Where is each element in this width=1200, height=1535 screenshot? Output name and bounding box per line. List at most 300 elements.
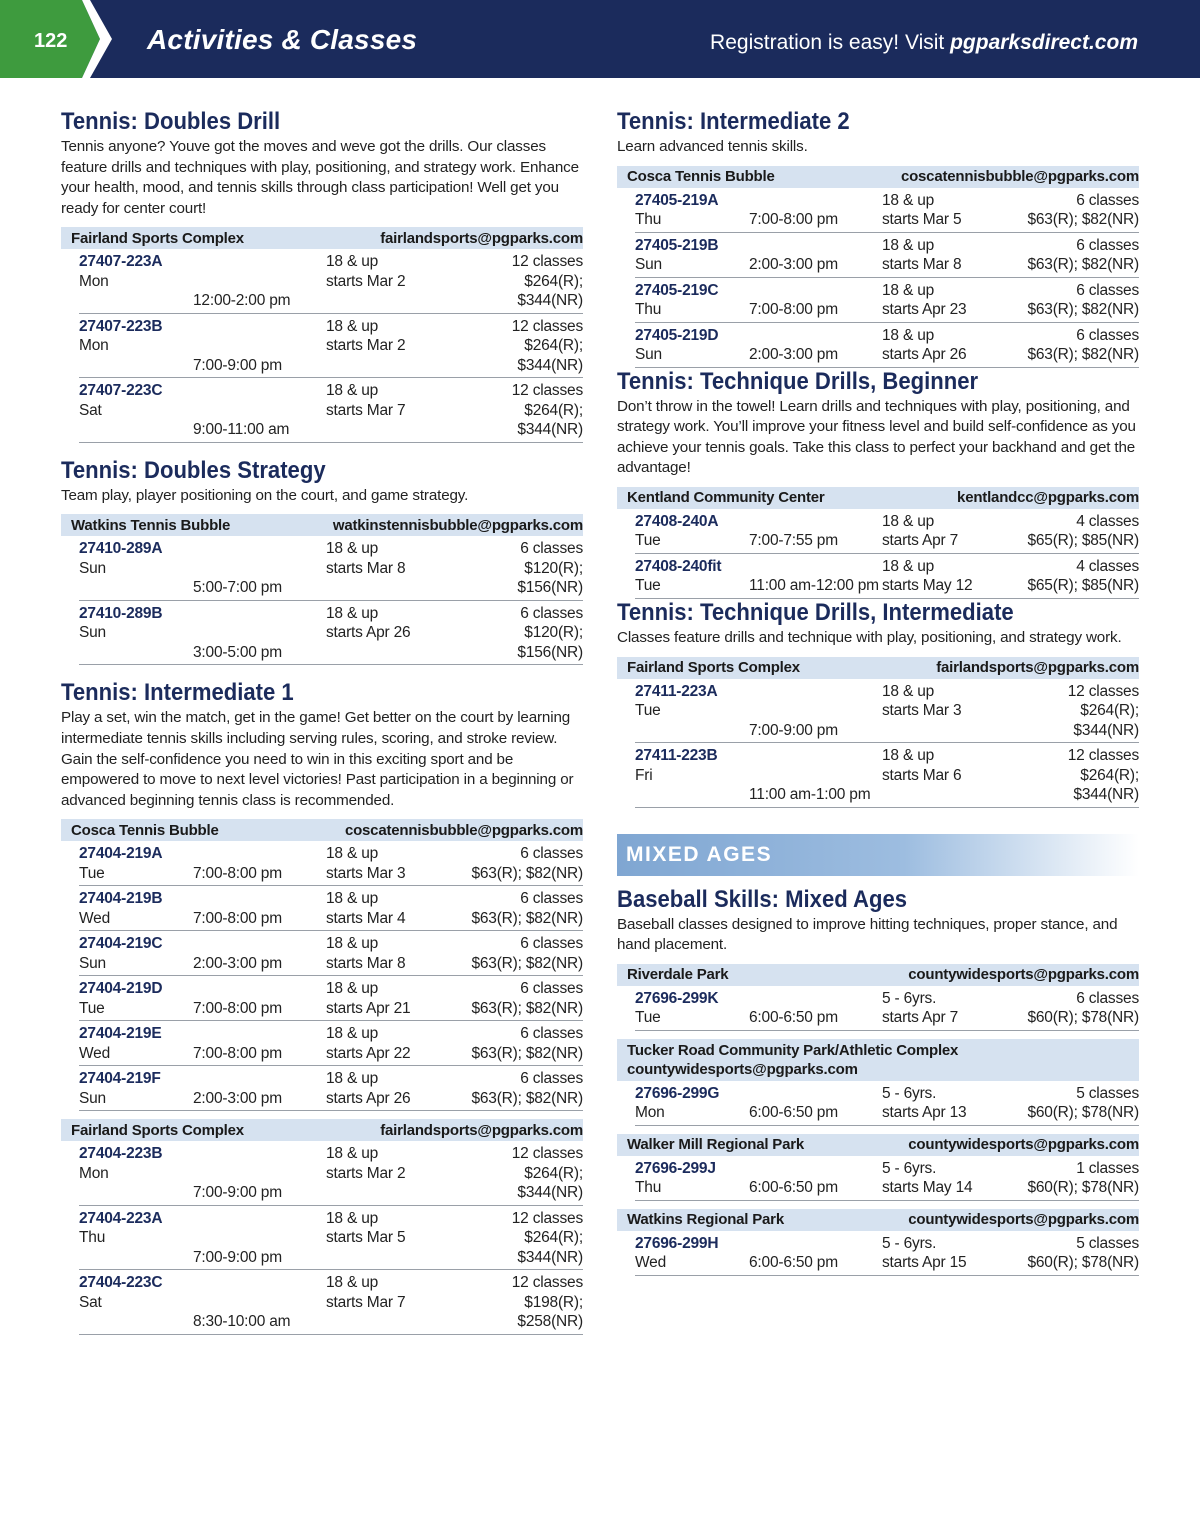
course-code: 27404-219A <box>79 845 163 863</box>
session-list <box>79 536 583 665</box>
session-time: 12:00-2:00 pm <box>193 292 291 310</box>
session-day: Sat <box>79 1293 102 1311</box>
session-row <box>635 743 1139 808</box>
session-age-start <box>882 1084 1023 1123</box>
session-code-day <box>635 557 749 596</box>
session-classes-fee <box>467 252 583 311</box>
tagline-text: Registration is easy! Visit <box>710 31 951 54</box>
session-day: Sun <box>79 559 106 577</box>
location-bar <box>617 1209 1139 1231</box>
age-range: 18 & up <box>882 191 935 209</box>
age-range: 18 & up <box>882 557 935 575</box>
session-day: Sat <box>79 401 102 419</box>
session-classes-fee <box>467 1069 583 1108</box>
start-date: starts Mar 7 <box>326 401 406 419</box>
fee: $63(R); $82(NR) <box>1027 256 1139 274</box>
session-classes-fee <box>1023 1234 1139 1273</box>
session-time: 5:00-7:00 pm <box>193 579 282 597</box>
session-day: Sun <box>79 1089 106 1107</box>
session-list <box>635 1231 1139 1276</box>
course-title: Baseball Skills: Mixed Ages <box>617 885 908 913</box>
location-bar <box>61 1119 583 1141</box>
session-classes-fee <box>1023 1159 1139 1198</box>
session-list <box>635 1081 1139 1126</box>
session-age-start <box>326 1209 467 1268</box>
session-classes-fee <box>467 844 583 883</box>
session-age-start <box>882 191 1023 230</box>
fee: $63(R); $82(NR) <box>471 909 583 927</box>
session-row <box>635 554 1139 599</box>
course-code: 27404-223A <box>79 1209 163 1227</box>
course-code: 27696-299G <box>635 1084 720 1102</box>
left-column <box>61 108 583 1335</box>
location-name: Cosca Tennis Bubble <box>71 821 219 839</box>
fee: $63(R); $82(NR) <box>471 1044 583 1062</box>
location-name: Fairland Sports Complex <box>627 659 800 677</box>
location-bar <box>617 1039 1139 1081</box>
session-classes-fee <box>467 604 583 663</box>
class-count: 4 classes <box>1076 557 1139 575</box>
age-range: 5 - 6yrs. <box>882 1084 937 1102</box>
class-count: 12 classes <box>511 1274 583 1292</box>
course-description: Play a set, win the match, get in the game! Get better on the court by learning intermediate tennis skills including serving rules, scoring, and stroke review. Gain the self-confidence you need to win in this exciting sport and be empowered to move to next level victories! Past participation in a beginning or advanced beginning tennis class is recommended. <box>61 709 574 809</box>
age-range: 18 & up <box>882 512 935 530</box>
session-classes-fee <box>467 1144 583 1203</box>
age-range: 18 & up <box>882 747 935 765</box>
session-code-day <box>79 889 193 928</box>
course-block <box>61 457 583 666</box>
session-row <box>635 323 1139 368</box>
location-email-link[interactable]: countywidesports@pgparks.com <box>627 1060 858 1078</box>
class-count: 6 classes <box>520 890 583 908</box>
age-range: 18 & up <box>882 682 935 700</box>
class-count: 12 classes <box>511 1145 583 1163</box>
session-time: 7:00-8:00 pm <box>193 1044 282 1062</box>
course-code: 27404-219C <box>79 935 163 953</box>
session-age-start <box>326 979 467 1018</box>
location-email-link[interactable]: countywidesports@pgparks.com <box>908 1136 1139 1154</box>
course-block <box>617 108 1139 368</box>
course-block <box>61 679 583 1334</box>
location-bar <box>61 819 583 841</box>
age-range: 18 & up <box>326 604 379 622</box>
course-description: Baseball classes designed to improve hitting techniques, proper stance, and hand placement. <box>617 915 1118 954</box>
age-range: 18 & up <box>326 1070 379 1088</box>
session-row <box>79 378 583 443</box>
session-code-day <box>635 989 749 1028</box>
class-count: 6 classes <box>1076 236 1139 254</box>
session-time: 11:00 am-1:00 pm <box>749 786 871 804</box>
course-description: Classes feature drills and technique with play, positioning, and strategy work. <box>617 628 1122 646</box>
fee: $264(R); $344(NR) <box>517 337 583 374</box>
course-code: 27410-289B <box>79 604 163 622</box>
course-description: Don’t throw in the towel! Learn drills and techniques with play, positioning, and strategy work. You’ll improve your fitness level and build self-confidence as you achieve your tennis goals. Take this class to perfect your backhand and get the advantage! <box>617 397 1136 477</box>
fee: $60(R); $78(NR) <box>1027 1254 1139 1272</box>
course-title: Tennis: Intermediate 1 <box>61 679 294 707</box>
session-time: 7:00-8:00 pm <box>193 864 282 882</box>
age-range: 5 - 6yrs. <box>882 1234 937 1252</box>
start-date: starts Mar 8 <box>882 256 962 274</box>
course-code: 27404-223B <box>79 1145 163 1163</box>
course-code: 27404-223C <box>79 1274 163 1292</box>
session-row <box>79 1066 583 1111</box>
class-count: 12 classes <box>1067 747 1139 765</box>
session-time: 7:00-8:00 pm <box>193 999 282 1017</box>
start-date: starts Apr 7 <box>882 1009 958 1027</box>
session-code-day <box>635 236 749 275</box>
session-age-start <box>882 281 1023 320</box>
session-day: Mon <box>79 337 109 355</box>
location-email-link[interactable]: coscatennisbubble@pgparks.com <box>344 821 583 839</box>
session-day: Thu <box>635 1179 662 1197</box>
location-name: Fairland Sports Complex <box>71 229 244 247</box>
section-title: Activities & Classes <box>147 24 418 55</box>
session-row <box>635 1231 1139 1276</box>
start-date: starts Apr 26 <box>326 1089 411 1107</box>
fee: $60(R); $78(NR) <box>1027 1104 1139 1122</box>
location-bar <box>617 487 1139 509</box>
session-row <box>635 278 1139 323</box>
session-classes-fee <box>1023 281 1139 320</box>
session-code-day <box>635 1159 749 1198</box>
class-count: 12 classes <box>511 253 583 271</box>
session-code-day <box>79 934 193 973</box>
fee: $264(R); $344(NR) <box>517 1164 583 1202</box>
start-date: starts Mar 3 <box>326 864 406 882</box>
age-range: 18 & up <box>882 281 935 299</box>
session-age-start <box>326 1069 467 1108</box>
session-age-start <box>882 746 1023 805</box>
location-bar <box>617 1134 1139 1156</box>
class-count: 4 classes <box>1076 512 1139 530</box>
session-code-day <box>635 512 749 551</box>
course-code: 27407-223B <box>79 317 163 335</box>
session-age-start <box>882 682 1023 741</box>
session-time: 2:00-3:00 pm <box>749 346 838 364</box>
location-bar <box>617 166 1139 188</box>
session-day: Sun <box>635 346 662 364</box>
session-time: 6:00-6:50 pm <box>749 1104 838 1122</box>
class-count: 6 classes <box>1076 326 1139 344</box>
session-time: 7:00-8:00 pm <box>193 909 282 927</box>
session-row <box>79 314 583 379</box>
session-time: 7:00-9:00 pm <box>193 356 282 374</box>
session-classes-fee <box>1023 557 1139 596</box>
page-header <box>0 0 1200 78</box>
session-age-start <box>326 252 467 311</box>
location-email-link[interactable]: fairlandsports@pgparks.com <box>936 659 1139 677</box>
start-date: starts Apr 13 <box>882 1104 967 1122</box>
location-bar <box>617 964 1139 986</box>
tagline-site-link[interactable]: pgparksdirect.com <box>950 31 1138 54</box>
age-range: 18 & up <box>326 317 379 335</box>
location-name: Fairland Sports Complex <box>71 1121 244 1139</box>
right-column <box>617 108 1139 1276</box>
session-time: 7:00-8:00 pm <box>749 301 838 319</box>
session-row <box>79 841 583 886</box>
location-bar <box>61 514 583 536</box>
fee: $65(R); $85(NR) <box>1027 532 1139 550</box>
start-date: starts Mar 2 <box>326 337 406 355</box>
session-row <box>79 976 583 1021</box>
session-row <box>635 679 1139 744</box>
session-list <box>79 1141 583 1335</box>
session-classes-fee <box>1023 191 1139 230</box>
session-classes-fee <box>1023 682 1139 741</box>
session-age-start <box>326 604 467 663</box>
session-code-day <box>635 1234 749 1273</box>
session-list <box>79 249 583 443</box>
class-count: 6 classes <box>520 980 583 998</box>
session-day: Tue <box>635 577 661 595</box>
course-code: 27405-219D <box>635 326 719 344</box>
start-date: starts Mar 5 <box>882 211 962 229</box>
session-code-day <box>635 682 749 741</box>
session-row <box>79 1141 583 1206</box>
session-code-day <box>79 604 193 663</box>
fee: $63(R); $82(NR) <box>471 864 583 882</box>
course-code: 27408-240fit <box>635 557 722 575</box>
age-range: 18 & up <box>326 980 379 998</box>
location-email-link[interactable]: kentlandcc@pgparks.com <box>957 489 1139 507</box>
session-time: 6:00-6:50 pm <box>749 1009 838 1027</box>
start-date: starts Mar 7 <box>326 1293 406 1311</box>
course-code: 27404-219D <box>79 980 163 998</box>
course-title: Tennis: Technique Drills, Intermediate <box>617 598 1014 626</box>
session-age-start <box>326 1024 467 1063</box>
class-count: 6 classes <box>1076 281 1139 299</box>
session-day: Tue <box>635 532 661 550</box>
course-code: 27696-299K <box>635 989 719 1007</box>
session-time: 6:00-6:50 pm <box>749 1254 838 1272</box>
location-email-link[interactable]: watkinstennisbubble@pgparks.com <box>332 516 583 534</box>
session-time: 11:00 am-12:00 pm <box>749 577 879 595</box>
fee: $264(R); $344(NR) <box>517 1229 583 1266</box>
class-count: 6 classes <box>1076 989 1139 1007</box>
session-row <box>635 1081 1139 1126</box>
session-classes-fee <box>467 979 583 1018</box>
course-code: 27404-219F <box>79 1070 161 1088</box>
fee: $60(R); $78(NR) <box>1027 1179 1139 1197</box>
session-day: Thu <box>635 211 662 229</box>
fee: $63(R); $82(NR) <box>471 954 583 972</box>
session-classes-fee <box>467 539 583 598</box>
session-row <box>79 536 583 601</box>
class-count: 6 classes <box>520 1070 583 1088</box>
location-email-link[interactable]: coscatennisbubble@pgparks.com <box>900 168 1139 186</box>
location-email-link[interactable]: countywidesports@pgparks.com <box>908 966 1139 984</box>
session-time: 7:00-7:55 pm <box>749 532 838 550</box>
session-time: 7:00-9:00 pm <box>193 1248 282 1266</box>
fee: $63(R); $82(NR) <box>471 999 583 1017</box>
session-time: 9:00-11:00 am <box>193 421 290 439</box>
start-date: starts Mar 8 <box>326 954 406 972</box>
age-range: 5 - 6yrs. <box>882 989 937 1007</box>
start-date: starts Mar 4 <box>326 909 406 927</box>
course-block <box>617 368 1139 599</box>
session-code-day <box>79 979 193 1018</box>
session-time: 2:00-3:00 pm <box>193 954 282 972</box>
age-range: 18 & up <box>326 1209 379 1227</box>
session-day: Wed <box>79 909 110 927</box>
location-name: Walker Mill Regional Park <box>627 1136 804 1154</box>
session-code-day <box>79 252 193 311</box>
course-title: Tennis: Technique Drills, Beginner <box>617 367 979 395</box>
age-range: 18 & up <box>882 326 935 344</box>
fee: $120(R); $156(NR) <box>517 624 583 661</box>
session-classes-fee <box>1023 1084 1139 1123</box>
session-code-day <box>79 317 193 376</box>
session-day: Sun <box>79 624 106 642</box>
start-date: starts Mar 3 <box>882 702 962 720</box>
session-time: 3:00-5:00 pm <box>193 643 282 661</box>
session-day: Sun <box>79 954 106 972</box>
session-age-start <box>326 1273 467 1332</box>
age-range: 18 & up <box>326 890 379 908</box>
session-row <box>79 249 583 314</box>
session-day: Tue <box>635 1009 661 1027</box>
session-day: Thu <box>635 301 662 319</box>
session-classes-fee <box>1023 326 1139 365</box>
session-age-start <box>882 512 1023 551</box>
session-code-day <box>635 326 749 365</box>
course-block <box>61 108 583 443</box>
session-classes-fee <box>467 934 583 973</box>
age-range: 18 & up <box>326 540 379 558</box>
session-time: 6:00-6:50 pm <box>749 1179 838 1197</box>
session-classes-fee <box>467 317 583 376</box>
session-classes-fee <box>1023 236 1139 275</box>
session-row <box>635 233 1139 278</box>
age-range: 18 & up <box>326 935 379 953</box>
start-date: starts May 14 <box>882 1179 973 1197</box>
session-row <box>79 601 583 666</box>
start-date: starts Apr 7 <box>882 532 958 550</box>
start-date: starts Apr 15 <box>882 1254 967 1272</box>
course-description: Team play, player positioning on the court, and game strategy. <box>61 486 469 504</box>
session-code-day <box>635 281 749 320</box>
fee: $63(R); $82(NR) <box>471 1089 583 1107</box>
location-bar <box>61 227 583 249</box>
course-code: 27404-219E <box>79 1025 162 1043</box>
session-classes-fee <box>1023 989 1139 1028</box>
course-block <box>617 599 1139 808</box>
fee: $264(R); $344(NR) <box>1073 766 1139 804</box>
course-code: 27411-223A <box>635 682 718 700</box>
session-row <box>79 1021 583 1066</box>
age-range: 18 & up <box>326 1025 379 1043</box>
class-count: 12 classes <box>511 382 583 400</box>
start-date: starts Mar 6 <box>882 766 962 784</box>
session-day: Mon <box>635 1104 665 1122</box>
session-list <box>635 509 1139 599</box>
location-email-link[interactable]: countywidesports@pgparks.com <box>908 1211 1139 1229</box>
start-date: starts Apr 23 <box>882 301 967 319</box>
class-count: 6 classes <box>1076 191 1139 209</box>
session-row <box>635 188 1139 233</box>
session-day: Mon <box>79 272 109 290</box>
page-number: 122 <box>34 30 68 52</box>
fee: $198(R); $258(NR) <box>517 1293 583 1331</box>
session-age-start <box>326 317 467 376</box>
course-title: Tennis: Doubles Drill <box>61 108 281 135</box>
session-code-day <box>79 1069 193 1108</box>
session-row <box>79 1206 583 1271</box>
session-age-start <box>882 989 1023 1028</box>
session-time: 8:30-10:00 am <box>193 1313 291 1331</box>
fee: $63(R); $82(NR) <box>1027 211 1139 229</box>
age-range: 18 & up <box>882 236 935 254</box>
session-code-day <box>79 844 193 883</box>
course-code: 27405-219C <box>635 281 719 299</box>
session-code-day <box>79 1024 193 1063</box>
location-name: Watkins Tennis Bubble <box>71 516 231 534</box>
session-row <box>635 1156 1139 1201</box>
registration-tagline <box>710 31 1138 55</box>
course-code: 27407-223C <box>79 382 163 400</box>
session-time: 7:00-8:00 pm <box>749 211 838 229</box>
session-row <box>635 986 1139 1031</box>
session-code-day <box>635 1084 749 1123</box>
session-day: Wed <box>79 1044 110 1062</box>
fee: $63(R); $82(NR) <box>1027 346 1139 364</box>
class-count: 6 classes <box>520 1025 583 1043</box>
session-day: Tue <box>79 999 105 1017</box>
location-name: Riverdale Park <box>627 966 729 984</box>
session-age-start <box>882 557 1023 596</box>
session-day: Mon <box>79 1164 109 1182</box>
location-email-link[interactable]: fairlandsports@pgparks.com <box>380 1121 583 1139</box>
course-title: Tennis: Doubles Strategy <box>61 456 326 484</box>
age-range: 18 & up <box>326 382 379 400</box>
session-age-start <box>326 934 467 973</box>
course-code: 27404-219B <box>79 890 163 908</box>
course-block <box>617 886 1139 1276</box>
session-age-start <box>326 381 467 440</box>
age-range: 18 & up <box>326 253 379 271</box>
class-count: 5 classes <box>1076 1234 1139 1252</box>
session-day: Fri <box>635 766 653 784</box>
start-date: starts Apr 26 <box>882 346 967 364</box>
class-count: 6 classes <box>520 604 583 622</box>
fee: $63(R); $82(NR) <box>1027 301 1139 319</box>
session-row <box>635 509 1139 554</box>
session-code-day <box>79 381 193 440</box>
location-email-link[interactable]: fairlandsports@pgparks.com <box>380 229 583 247</box>
course-code: 27411-223B <box>635 747 718 765</box>
course-code: 27410-289A <box>79 540 163 558</box>
age-range: 18 & up <box>326 1145 379 1163</box>
session-code-day <box>635 191 749 230</box>
session-age-start <box>326 889 467 928</box>
class-count: 6 classes <box>520 540 583 558</box>
start-date: starts Mar 8 <box>326 559 406 577</box>
age-range: 5 - 6yrs. <box>882 1159 937 1177</box>
location-name: Kentland Community Center <box>627 489 825 507</box>
session-row <box>79 886 583 931</box>
session-list <box>79 841 583 1111</box>
course-code: 27696-299H <box>635 1234 719 1252</box>
start-date: starts Mar 2 <box>326 1164 406 1182</box>
session-age-start <box>326 844 467 883</box>
course-description: Tennis anyone? Youve got the moves and weve got the drills. Our classes feature drills and techniques with play, positioning, and strategy work. Enhance your health, mood, and tennis skills through class participation! Well get you ready for center court! <box>61 138 579 217</box>
session-age-start <box>326 1144 467 1203</box>
session-time: 7:00-9:00 pm <box>193 1184 282 1202</box>
class-count: 6 classes <box>520 845 583 863</box>
fee: $264(R); $344(NR) <box>1073 702 1139 739</box>
start-date: starts Apr 21 <box>326 999 411 1017</box>
class-count: 5 classes <box>1076 1084 1139 1102</box>
